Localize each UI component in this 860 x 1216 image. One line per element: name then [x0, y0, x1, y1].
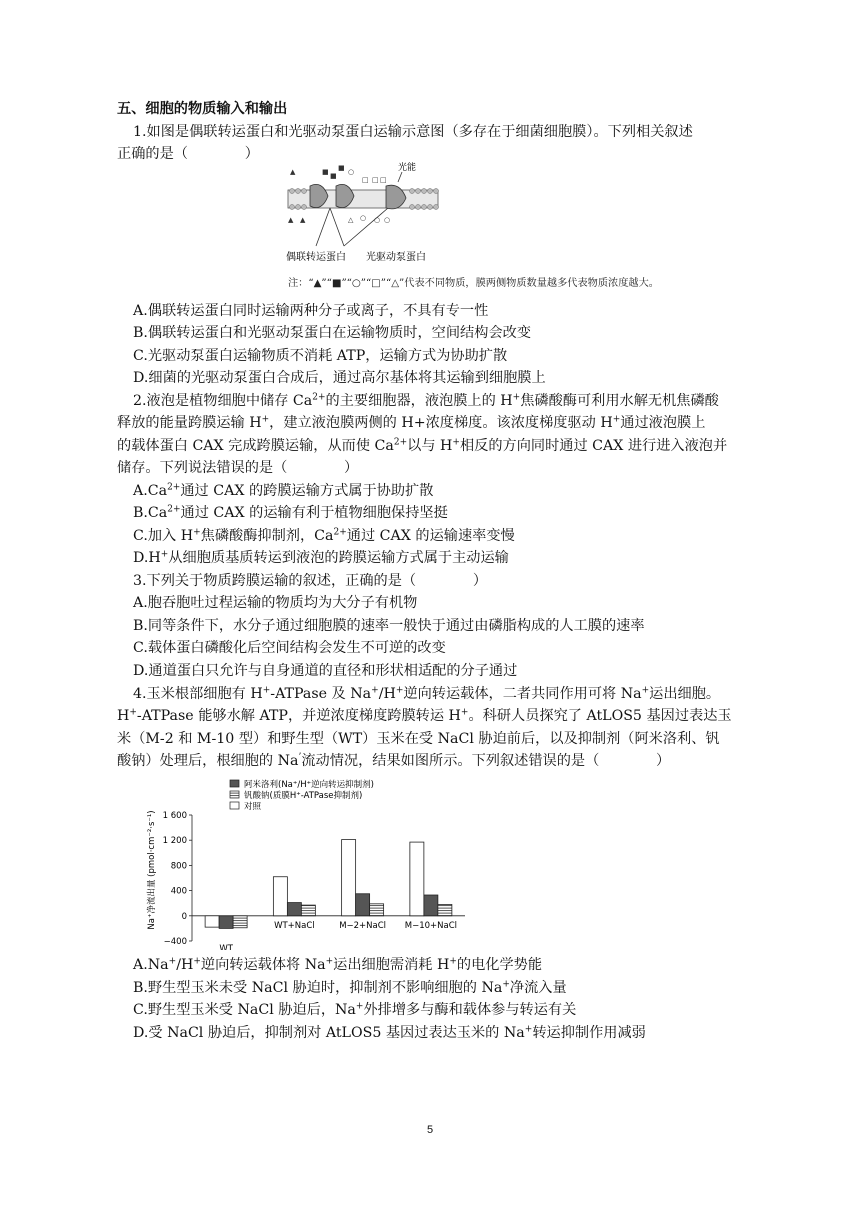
bar	[205, 916, 219, 927]
q1-option-c: C.光驱动泵蛋白运输物质不消耗 ATP，运输方式为协助扩散	[133, 348, 508, 364]
x-tick-label: M−2+NaCl	[339, 920, 387, 931]
svg-text:□: □	[362, 176, 369, 184]
q1-figure-note: 注：“▲”“■”“○”“□”“△”代表不同物质，膜两侧物质数量越多代表物质浓度越大。	[288, 278, 659, 289]
svg-text:▲: ▲	[290, 168, 296, 176]
svg-text:○: ○	[348, 168, 355, 176]
q1-option-d: D.细菌的光驱动泵蛋白合成后，通过高尔基体将其运输到细胞膜上	[133, 370, 546, 386]
bar	[287, 903, 301, 916]
bar	[370, 904, 384, 916]
svg-text:○: ○	[360, 214, 367, 222]
legend-swatch	[230, 802, 239, 809]
q2-stem-line2: 释放的能量跨膜运输 H+，建立液泡膜两侧的 H+浓度梯度。该浓度梯度驱动 H+通过液泡膜上	[117, 414, 706, 431]
svg-text:▲: ▲	[300, 216, 306, 224]
bar	[342, 840, 356, 916]
q1-membrane-figure	[286, 160, 446, 270]
legend-label: 对照	[244, 802, 262, 812]
page-number: 5	[426, 1124, 434, 1136]
x-tick-label: WT	[219, 943, 233, 950]
svg-text:□: □	[380, 176, 387, 184]
bar	[233, 916, 247, 928]
legend-label: 阿米洛利(Na⁺/H⁺逆向转运抑制剂)	[244, 780, 374, 790]
q3-option-a: A.胞吞胞吐过程运输的物质均为大分子有机物	[133, 595, 418, 611]
x-tick-label: WT+NaCl	[274, 920, 315, 931]
y-tick-label: 800	[170, 861, 187, 872]
svg-text:■: ■	[338, 164, 345, 172]
y-tick-label: −400	[163, 937, 187, 947]
q4-stem-line2: H+-ATPase 能够水解 ATP，并逆浓度梯度跨膜转运 H+。科研人员探究了 AtLOS5 基因过表达玉	[117, 707, 732, 724]
q3-stem: 3.下列关于物质跨膜运输的叙述，正确的是（ ）	[133, 573, 488, 589]
q4-option-a: A.Na+/H+逆向转运载体将 Na+运出细胞需消耗 H+的电化学势能	[133, 956, 543, 973]
q2-option-d: D.H+从细胞质基质转运到液泡的跨膜运输方式属于主动运输	[133, 549, 509, 566]
section-title: 五、细胞的物质输入和输出	[117, 101, 288, 117]
coupled-transporter-label: 偶联转运蛋白	[286, 252, 346, 263]
x-tick-label: M−10+NaCl	[404, 920, 458, 931]
y-tick-label: 1 200	[162, 836, 187, 847]
q4-na-flux-chart	[140, 775, 470, 950]
chart-bars	[205, 840, 452, 929]
svg-text:△: △	[348, 216, 354, 224]
bar	[356, 894, 370, 916]
y-tick-label: 0	[181, 911, 187, 922]
q2-option-a: $A.Ca^{2+}$通过 CAX 的跨膜运输方式属于协助扩散	[133, 482, 434, 499]
bar	[410, 842, 424, 916]
q2-stem-line1: 2.液泡是植物细胞中储存 $Ca^{2+}$的主要细胞器，液泡膜上的 H+焦磷酸酶可利用水解无机焦磷酸	[133, 392, 719, 409]
q2-stem-line3: 的载体蛋白 CAX 完成跨膜运输，从而使 $Ca^{2+}$以与 H+相反的方向同时通过 CAX 进行进入液泡并	[117, 437, 728, 454]
q1-stem-line1: 1.如图是偶联转运蛋白和光驱动泵蛋白运输示意图（多存在于细菌细胞膜）。下列相关叙述	[133, 124, 693, 140]
bar	[219, 916, 233, 929]
svg-text:○: ○	[374, 216, 381, 224]
svg-text:○: ○	[384, 216, 391, 224]
chart-legend	[230, 779, 374, 812]
q4-option-d: D.受 NaCl 胁迫后，抑制剂对 AtLOS5 基因过表达玉米的 Na+转运抑制作用减弱	[133, 1024, 646, 1041]
q1-option-a: A.偶联转运蛋白同时运输两种分子或离子，不具有专一性	[133, 303, 489, 319]
svg-text:▲: ▲	[288, 216, 294, 224]
q4-option-b: B.野生型玉米未受 NaCl 胁迫时，抑制剂不影响细胞的 Na+净流入量	[133, 979, 567, 996]
svg-text:■: ■	[330, 172, 337, 180]
bar	[301, 905, 315, 916]
svg-text:□: □	[372, 176, 379, 184]
q3-option-d: D.通道蛋白只允许与自身通道的直径和形状相适配的分子通过	[133, 663, 518, 679]
y-tick-label: 400	[170, 886, 187, 897]
bar	[273, 877, 287, 916]
bar	[438, 904, 452, 915]
legend-swatch	[230, 791, 239, 798]
legend-swatch	[230, 780, 239, 787]
q1-stem-line2: 正确的是（ ）	[117, 146, 259, 162]
q4-stem-line4: 酸钠）处理后，根细胞的 Na’流动情况，结果如图所示。下列叙述错误的是（ ）	[117, 752, 671, 769]
q2-option-b: $B.Ca^{2+}$通过 CAX 的运输有利于植物细胞保持坚挺	[133, 504, 448, 521]
svg-text:■: ■	[322, 168, 329, 176]
legend-label: 钒酸钠(质膜H⁺-ATPase抑制剂)	[244, 791, 363, 801]
q2-option-c: C.加入 H+焦磷酸酶抑制剂，$Ca^{2+}$通过 CAX 的运输速率变慢	[133, 527, 515, 544]
y-tick-label: 1 600	[162, 811, 187, 821]
q1-option-b: B.偶联转运蛋白和光驱动泵蛋白在运输物质时，空间结构会改变	[133, 325, 532, 341]
q4-stem-line1: 4.玉米根部细胞有 H+-ATPase 及 Na+/H+逆向转运载体，二者共同作用可将 Na+运出细胞。	[133, 685, 721, 702]
q4-option-c: C.野生型玉米受 NaCl 胁迫后，Na+外排增多与酶和载体参与转运有关	[133, 1001, 577, 1018]
bar	[424, 895, 438, 916]
q3-option-b: B.同等条件下，水分子通过细胞膜的速率一般快于通过由磷脂构成的人工膜的速率	[133, 618, 645, 634]
q3-option-c: C.载体蛋白磷酸化后空间结构会发生不可逆的改变	[133, 640, 446, 656]
q4-stem-line3: 米（M-2 和 M-10 型）和野生型（WT）玉米在受 NaCl 胁迫前后，以及抑制剂（阿米洛利、钒	[117, 731, 720, 747]
light-pump-label: 光驱动泵蛋白	[366, 252, 426, 263]
chart-ylabel: Na⁺净流出量 (pmol·cm⁻²·s⁻¹)	[147, 810, 157, 930]
chart-x-labels	[219, 921, 457, 950]
q2-stem-line4: 储存。下列说法错误的是（ ）	[117, 460, 359, 476]
light-energy-label: 光能	[398, 163, 417, 173]
